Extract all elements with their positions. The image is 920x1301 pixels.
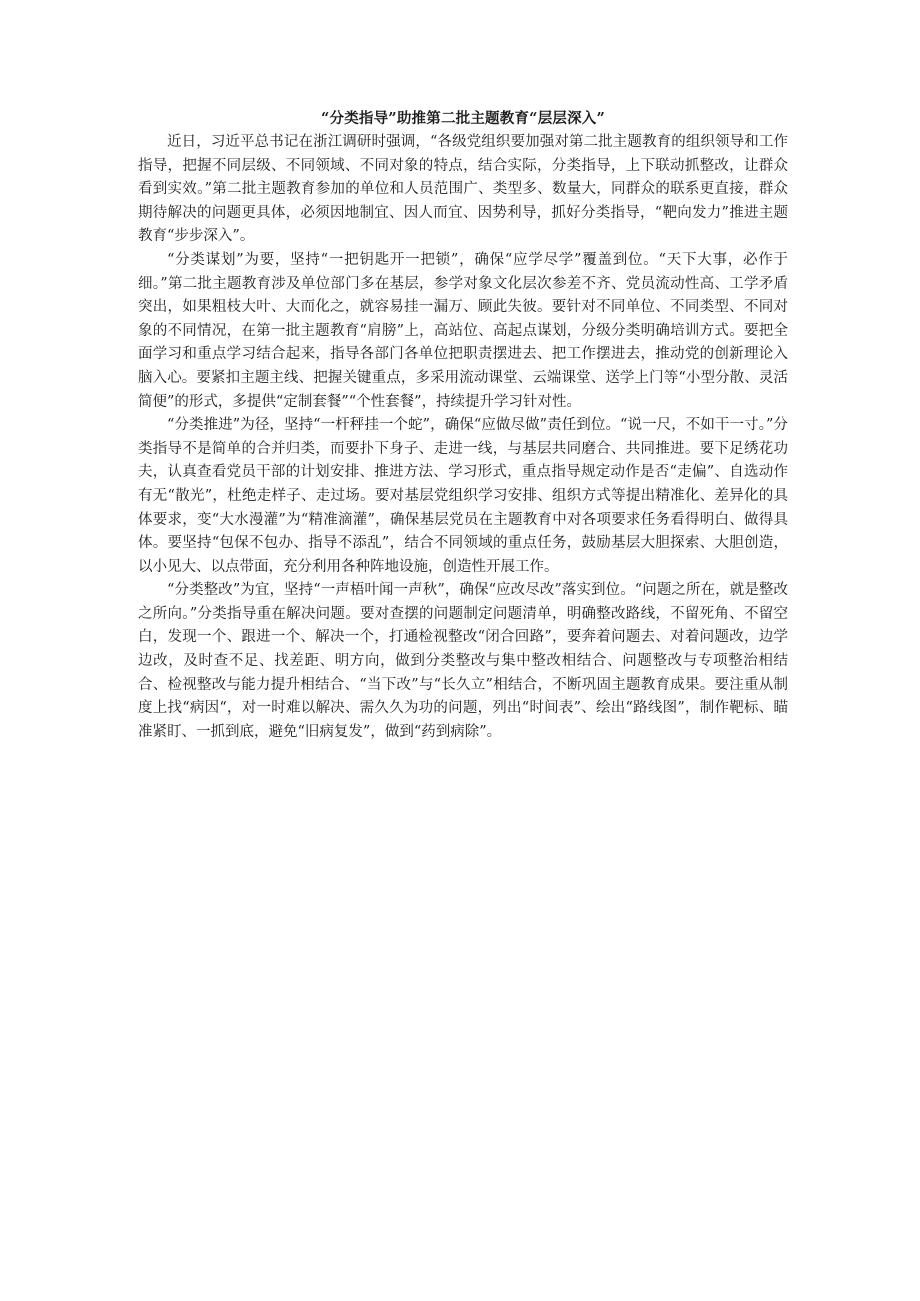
paragraph-classified-planning: “分类谋划”为要，坚持“一把钥匙开一把锁”，确保“应学尽学”覆盖到位。“天下大事，必作于细。”第二批主题教育涉及单位部门多在基层，参学对象文化层次参差不齐、党员流动性高、工学矛盾突出，如果粗枝大叶、大而化之，就容易挂一漏万、顾此失彼。要针对不同单位、不同类型、不同对象的不同情况，在第一批主题教育“肩膀”上，高站位、高起点谋划，分级分类明确培训方式。要把全面学习和重点学习结合起来，指导各部门各单位把职责摆进去、把工作摆进去，推动党的创新理论入脑入心。要紧扣主题主线、把握关键重点，多采用流动课堂、云端课堂、送学上门等“小型分散、灵活简便”的形式，多提供“定制套餐”“个性套餐”，持续提升学习针对性。 <box>138 251 788 410</box>
document-page <box>138 108 788 744</box>
paragraph-classified-advancing: “分类推进”为径，坚持“一杆秤挂一个蛇”，确保“应做尽做”责任到位。“说一尺，不如干一寸。”分类指导不是简单的合并归类，而要扑下身子、走进一线，与基层共同磨合、共同推进。要下足绣花功夫，认真查看党员干部的计划安排、推进方法、学习形式，重点指导规定动作是否“走偏”、自选动作有无“散光”，杜绝走样子、走过场。要对基层党组织学习安排、组织方式等提出精准化、差异化的具体要求，变“大水漫灌”为“精准滴灌”，确保基层党员在主题教育中对各项要求任务看得明白、做得具体。要坚持“包保不包办、指导不添乱”，结合不同领域的重点任务，鼓励基层大胆探索、大胆创造，以小见大、以点带面，充分利用各种阵地设施，创造性开展工作。 <box>138 417 788 575</box>
paragraph-intro: 近日，习近平总书记在浙江调研时强调，“各级党组织要加强对第二批主题教育的组织领导和工作指导，把握不同层级、不同领域、不同对象的特点，结合实际，分类指导，上下联动抓整改，让群众看到实效。”第二批主题教育参加的单位和人员范围广、类型多、数量大，同群众的联系更直接，群众期待解决的问题更具体，必须因地制宜、因人而宜、因势利导，抓好分类指导，“靶向发力”推进主题教育“步步深入”。 <box>138 134 788 245</box>
document-title: “分类指导”助推第二批主题教育“层层深入” <box>320 110 606 127</box>
paragraph-classified-rectification: “分类整改”为宜，坚持“一声梧叶闻一声秋”，确保“应改尽改”落实到位。“问题之所在，就是整改之所向。”分类指导重在解决问题。要对查摆的问题制定问题清单，明确整改路线，不留死角、不留空白，发现一个、跟进一个、解决一个，打通检视整改“闭合回路”，要奔着问题去、对着问题改，边学边改，及时查不足、找差距、明方向，做到分类整改与集中整改相结合、问题整改与专项整治相结合、检视整改与能力提升相结合、“当下改”与“长久立”相结合，不断巩固主题教育成果。要注重从制度上找“病因“，对一时难以解决、需久久为功的问题，列出“时间表”、绘出“路线图”，制作靶标、瞄准紧盯、一抓到底，避免“旧病复发”，做到“药到病除”。 <box>138 582 788 740</box>
